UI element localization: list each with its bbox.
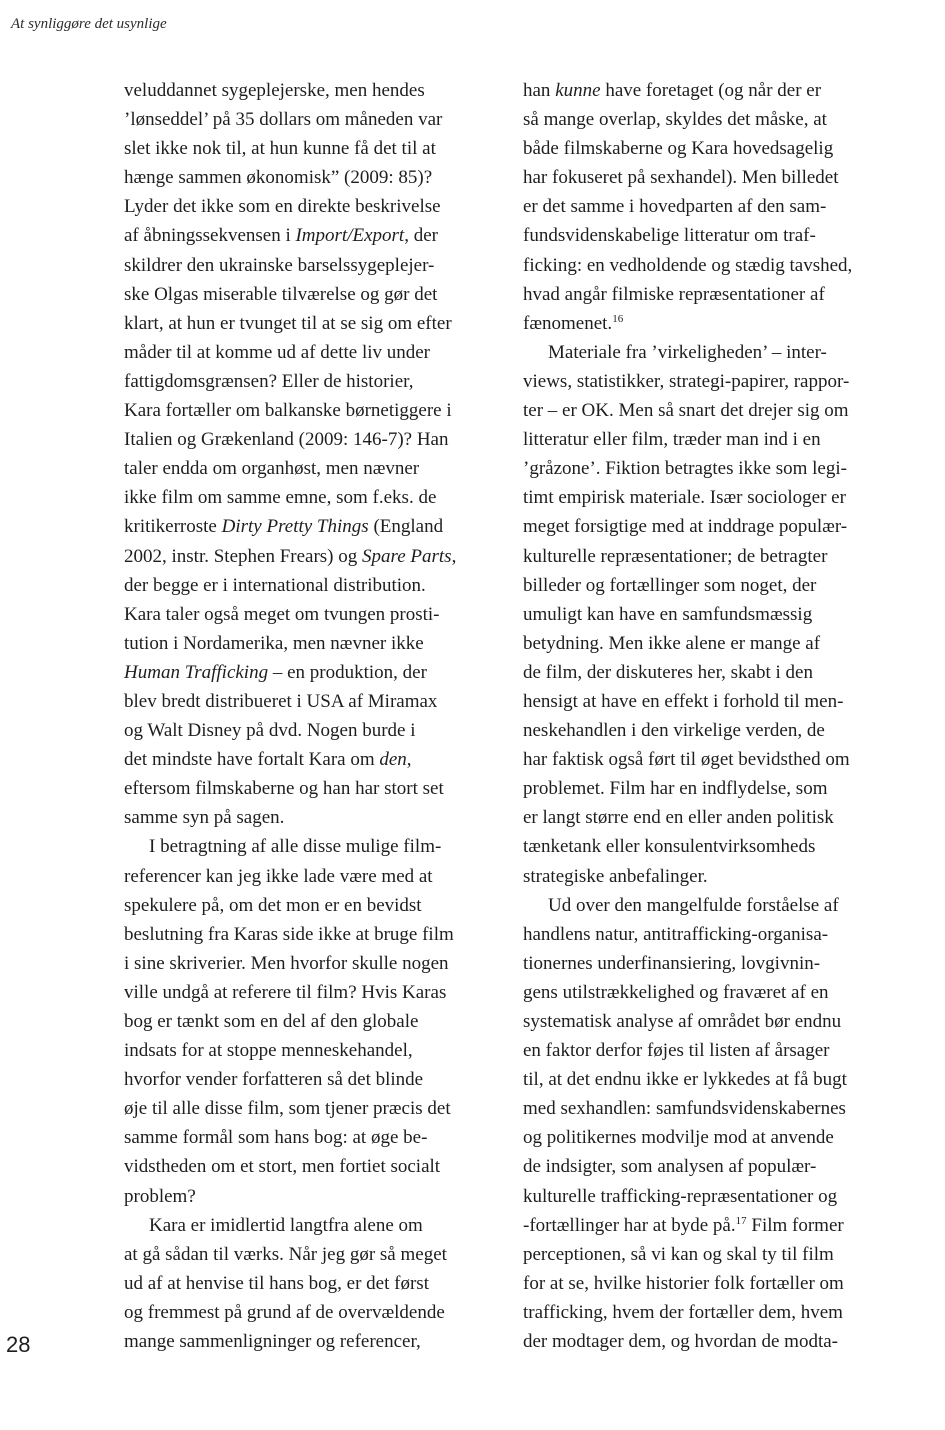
text-line: eftersom filmskaberne og han har stort set bbox=[124, 778, 444, 800]
text-line: samme syn på sagen. bbox=[124, 807, 285, 829]
text-line: betydning. Men ikke alene er mange af bbox=[523, 632, 821, 654]
text-line: Kara fortæller om balkanske børnetiggere i bbox=[124, 400, 452, 422]
text-line: Lyder det ikke som en direkte beskrivelse bbox=[124, 196, 441, 218]
text-line: for at se, hvilke historier folk fortæller om bbox=[523, 1272, 844, 1294]
text-line: Italien og Grækenland (2009: 146-7)? Han bbox=[124, 429, 449, 451]
text-line: meget forsigtige med at inddrage populær- bbox=[523, 516, 848, 538]
text-line: en faktor derfor føjes til listen af årsager bbox=[523, 1040, 830, 1062]
text-line: at gå sådan til værks. Når jeg gør så meget bbox=[124, 1243, 447, 1265]
text-line: Kara er imidlertid langtfra alene om bbox=[149, 1214, 423, 1236]
text-line: beslutning fra Karas side ikke at bruge film bbox=[124, 923, 454, 945]
text-line: Kara taler også meget om tvungen prosti- bbox=[124, 603, 440, 625]
text-line: 2002, instr. Stephen Frears) og Spare Parts, bbox=[124, 545, 457, 567]
text-line: referencer kan jeg ikke lade være med at bbox=[124, 865, 433, 887]
text-line: med sexhandlen: samfundsvidenskabernes bbox=[523, 1098, 846, 1120]
text-line: veluddannet sygeplejerske, men hendes bbox=[124, 80, 425, 101]
text-line: hænge sammen økonomisk” (2009: 85)? bbox=[124, 167, 433, 189]
text-line: fænomenet.$^{16}$ bbox=[523, 312, 624, 334]
text-line: ficking: en vedholdende og stædig tavshed, bbox=[523, 254, 853, 276]
text-line: ud af at henvise til hans bog, er det først bbox=[124, 1272, 429, 1294]
text-line: øje til alle disse film, som tjener præcis det bbox=[124, 1098, 451, 1120]
text-line: hvorfor vender forfatteren så det blinde bbox=[124, 1069, 424, 1091]
text-line: skildrer den ukrainske barselssygeplejer- bbox=[124, 254, 435, 276]
text-line: problem? bbox=[124, 1185, 196, 1207]
text-line: ikke film om samme emne, som f.eks. de bbox=[124, 487, 437, 509]
text-line: samme formål som hans bog: at øge be- bbox=[124, 1127, 428, 1149]
text-line: der begge er i international distribution. bbox=[124, 574, 426, 596]
text-line: trafficking, hvem der fortæller dem, hvem bbox=[523, 1301, 843, 1323]
text-line: kulturelle trafficking-repræsentationer og bbox=[523, 1185, 838, 1207]
text-line: og politikernes modvilje mod at anvende bbox=[523, 1127, 834, 1149]
text-line: fattigdomsgrænsen? Eller de historier, bbox=[124, 370, 414, 392]
text-line: mange sammenligninger og referencer, bbox=[124, 1331, 421, 1353]
text-line: måder til at komme ud af dette liv under bbox=[124, 341, 431, 363]
text-line: slet ikke nok til, at hun kunne få det til at bbox=[124, 138, 436, 160]
text-line: har faktisk også ført til øget bevidsthed om bbox=[523, 749, 850, 771]
text-line: ville undgå at referere til film? Hvis Karas bbox=[124, 981, 447, 1003]
page-number: 28 bbox=[6, 1332, 31, 1357]
text-line: i sine skriverier. Men hvorfor skulle nogen bbox=[124, 952, 449, 974]
text-line: blev bredt distribueret i USA af Miramax bbox=[124, 690, 438, 712]
text-line: tution i Nordamerika, men nævner ikke bbox=[124, 632, 424, 654]
text-line: ske Olgas miserable tilværelse og gør det bbox=[124, 283, 438, 305]
text-line: tænketank eller konsulentvirksomheds bbox=[523, 836, 816, 858]
text-line: har fokuseret på sexhandel). Men billedet bbox=[523, 167, 839, 189]
text-line: litteratur eller film, træder man ind i en bbox=[523, 429, 821, 451]
text-line: I betragtning af alle disse mulige film- bbox=[149, 836, 442, 858]
text-line: hvad angår filmiske repræsentationer af bbox=[523, 283, 825, 305]
text-line: til, at det endnu ikke er lykkedes at få bugt bbox=[523, 1069, 847, 1091]
text-line: umuligt kan have en samfundsmæssig bbox=[523, 603, 813, 625]
text-line: taler endda om organhøst, men nævner bbox=[124, 458, 420, 480]
text-line: klart, at hun er tvunget til at se sig om efter bbox=[124, 312, 452, 334]
text-line: er det samme i hovedparten af den sam- bbox=[523, 196, 827, 218]
text-line: vidstheden om et stort, men fortiet socialt bbox=[124, 1156, 441, 1178]
text-line: gens utilstrækkelighed og fraværet af en bbox=[523, 981, 829, 1003]
text-line: ’gråzone’. Fiktion betragtes ikke som legi- bbox=[523, 458, 847, 480]
text-line: timt empirisk materiale. Især sociologer er bbox=[523, 487, 846, 509]
text-line: neskehandlen i den virkelige verden, de bbox=[523, 720, 825, 742]
text-line: tionernes underfinansiering, lovgivnin- bbox=[523, 952, 821, 974]
left-text-column bbox=[124, 76, 456, 1356]
text-line: spekulere på, om det mon er en bevidst bbox=[124, 894, 422, 916]
text-line: de film, der diskuteres her, skabt i den bbox=[523, 661, 813, 683]
text-line: Human Trafficking – en produktion, der bbox=[124, 661, 427, 683]
text-line: handlens natur, antitrafficking-organisa- bbox=[523, 923, 829, 945]
right-text-column bbox=[523, 76, 852, 1356]
running-head: At synliggøre det usynlige bbox=[11, 16, 167, 32]
text-line: af åbningssekvensen i Import/Export, der bbox=[124, 225, 438, 247]
text-line: perceptionen, så vi kan og skal ty til film bbox=[523, 1243, 834, 1265]
text-line: kritikerroste Dirty Pretty Things (England bbox=[124, 516, 444, 538]
text-line: og fremmest på grund af de overvældende bbox=[124, 1301, 445, 1323]
text-line: views, statistikker, strategi-papirer, rappor- bbox=[523, 370, 850, 392]
text-line: bog er tænkt som en del af den globale bbox=[124, 1011, 419, 1032]
text-line: Materiale fra ’virkeligheden’ – inter- bbox=[548, 341, 827, 363]
text-line: strategiske anbefalinger. bbox=[523, 865, 708, 887]
text-line: de indsigter, som analysen af populær- bbox=[523, 1156, 817, 1178]
text-line: hensigt at have en effekt i forhold til men- bbox=[523, 690, 844, 712]
text-line: indsats for at stoppe menneskehandel, bbox=[124, 1040, 413, 1062]
text-line: kulturelle repræsentationer; de betragter bbox=[523, 545, 828, 567]
text-line: billeder og fortællinger som noget, der bbox=[523, 574, 817, 596]
text-line: Ud over den mangelfulde forståelse af bbox=[548, 894, 839, 916]
text-line: det mindste have fortalt Kara om den, bbox=[124, 749, 412, 771]
text-line: ter – er OK. Men så snart det drejer sig om bbox=[523, 400, 849, 422]
text-line: så mange overlap, skyldes det måske, at bbox=[523, 109, 827, 131]
text-line: der modtager dem, og hvordan de modta- bbox=[523, 1331, 838, 1353]
text-line: fundsvidenskabelige litteratur om traf- bbox=[523, 225, 816, 247]
text-line: -fortællinger har at byde på.$^{17}$ Film former bbox=[523, 1214, 844, 1236]
text-line: han kunne have foretaget (og når der er bbox=[523, 80, 822, 101]
text-line: både filmskaberne og Kara hovedsagelig bbox=[523, 138, 834, 160]
text-line: systematisk analyse af området bør endnu bbox=[523, 1011, 842, 1032]
text-line: er langt større end en eller anden politisk bbox=[523, 807, 834, 829]
text-line: ’lønseddel’ på 35 dollars om måneden var bbox=[124, 109, 443, 131]
text-line: problemet. Film har en indflydelse, som bbox=[523, 778, 828, 800]
text-line: og Walt Disney på dvd. Nogen burde i bbox=[124, 720, 416, 742]
